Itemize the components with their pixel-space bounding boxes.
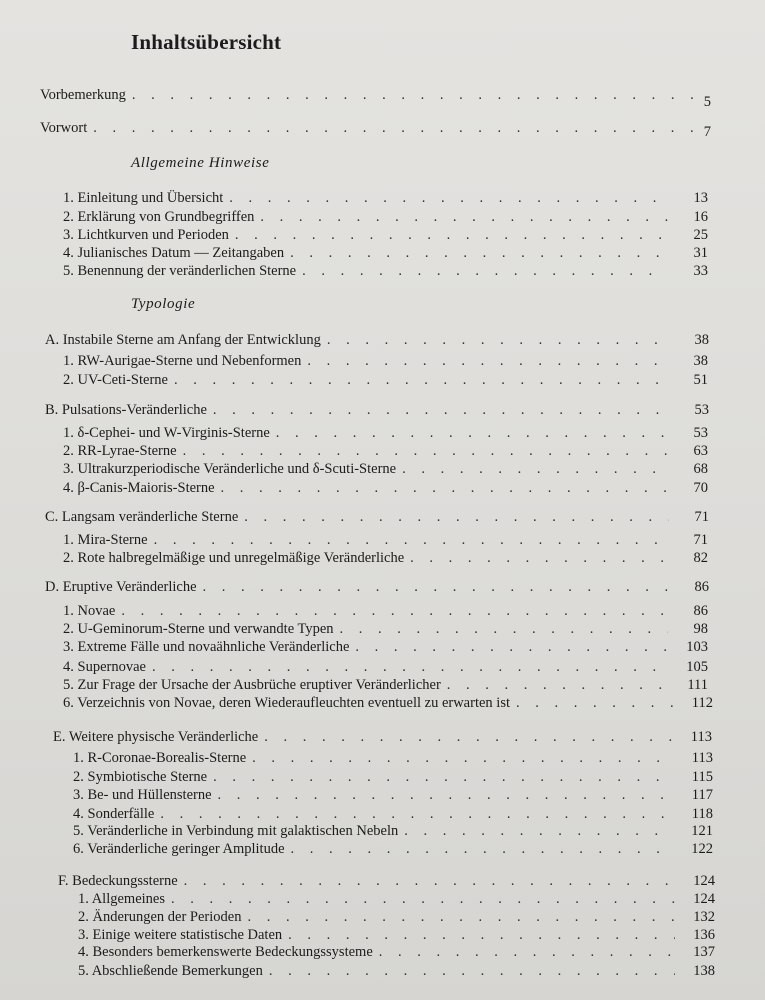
toc-page-number: 38 (694, 332, 709, 348)
toc-entry-label: 2. Rote halbregelmäßige und unregelmäßige Veränderliche (63, 550, 405, 566)
leader-dots (218, 786, 673, 804)
toc-page-number: 86 (693, 603, 708, 619)
page-title: Inhaltsübersicht (131, 30, 282, 54)
toc-entry-label: 4. Julianisches Datum — Zeitangaben (63, 245, 285, 261)
toc-group-heading-a (45, 329, 709, 349)
toc-entry (63, 369, 708, 389)
toc-page-number: 68 (693, 461, 708, 477)
toc-page-number: 124 (693, 873, 715, 889)
toc-entry (63, 422, 708, 442)
toc-entry-label: 2. RR-Lyrae-Sterne (63, 443, 177, 459)
toc-page-number: 53 (693, 425, 708, 441)
toc-page-number: 124 (693, 891, 715, 907)
leader-dots (213, 401, 669, 419)
leader-dots (410, 549, 668, 567)
toc-entry-label: 3. Be- und Hüllensterne (73, 787, 212, 803)
toc-entry (63, 618, 708, 638)
toc-entry-label: 1. Einleitung und Übersicht (63, 190, 224, 206)
leader-dots (132, 86, 706, 104)
toc-page-number: 137 (693, 944, 715, 960)
toc-page-number: 113 (690, 729, 712, 745)
toc-page-number: 122 (691, 841, 713, 857)
toc-group-heading-c (45, 506, 709, 526)
toc-page-number: 53 (694, 402, 709, 418)
toc-entry-label: 2. U-Geminorum-Sterne und verwandte Typen (63, 621, 334, 637)
toc-page-number: 111 (687, 677, 708, 693)
toc-entry (63, 529, 708, 549)
toc-entry-label: 3. Einige weitere statistische Daten (78, 927, 283, 943)
toc-entry (63, 547, 708, 567)
toc-entry-label: 4. β-Canis-Maioris-Sterne (63, 480, 215, 496)
toc-page-number: 25 (693, 227, 708, 243)
toc-entry-label: 3. Lichtkurven und Perioden (63, 227, 229, 243)
toc-page-number: 13 (693, 190, 708, 206)
leader-dots (174, 371, 668, 389)
toc-entry (63, 242, 708, 262)
toc-page-number: 71 (694, 509, 709, 525)
leader-dots (355, 638, 668, 656)
toc-entry (63, 260, 708, 280)
toc-entry (63, 636, 708, 656)
toc-entry (73, 838, 713, 858)
toc-group-heading-f (58, 870, 715, 890)
toc-page-number: 121 (691, 823, 713, 839)
toc-entry-label: 6. Veränderliche geringer Amplitude (73, 841, 285, 857)
leader-dots (291, 840, 673, 858)
toc-page-number: 138 (693, 963, 715, 979)
toc-entry-label: 1. R-Coronae-Borealis-Sterne (73, 750, 247, 766)
leader-dots (379, 943, 675, 961)
toc-entry-label: 2. Änderungen der Perioden (78, 909, 242, 925)
toc-page-number: 105 (686, 659, 708, 675)
toc-entry-label: F. Bedeckungssterne (58, 873, 178, 889)
toc-entry-label: A. Instabile Sterne am Anfang der Entwicklung (45, 332, 321, 348)
toc-entry-label: 4. Supernovae (63, 659, 146, 675)
toc-group-heading-b (45, 399, 709, 419)
toc-entry (73, 784, 713, 804)
toc-entry-label: 2. Symbiotische Sterne (73, 769, 208, 785)
toc-entry-vorbemerkung (40, 84, 712, 104)
toc-entry-label: 5. Zur Frage der Ursache der Ausbrüche eruptiver Veränderlicher (63, 677, 441, 693)
toc-page-number: 115 (691, 769, 713, 785)
toc-page-number: 82 (693, 550, 708, 566)
toc-page-number: 7 (703, 124, 711, 140)
leader-dots (269, 962, 675, 980)
toc-entry (73, 747, 713, 767)
toc-page-number: 136 (693, 927, 715, 943)
toc-entry-label: 4. Besonders bemerkenswerte Bedeckungssysteme (78, 944, 373, 960)
leader-dots (307, 352, 668, 370)
toc-page-number: 103 (686, 639, 708, 655)
section-heading-general: Allgemeine Hinweise (131, 155, 270, 171)
toc-entry (63, 224, 708, 244)
toc-page-number: 98 (693, 621, 708, 637)
toc-entry (63, 458, 708, 478)
toc-entry-label: 1. Allgemeines (78, 891, 165, 907)
toc-page-number: 112 (691, 695, 713, 711)
toc-page-number: 63 (693, 443, 708, 459)
toc-entry-label: E. Weitere physische Veränderliche (53, 729, 259, 745)
section-heading-typology: Typologie (131, 296, 196, 312)
leader-dots (93, 119, 706, 137)
toc-page-number: 86 (694, 579, 709, 595)
toc-page-number: 33 (693, 263, 708, 279)
toc-entry-vorwort (40, 117, 712, 137)
leader-dots (516, 694, 673, 712)
toc-entry-label: 3. Extreme Fälle und novaähnliche Veränderliche (63, 639, 350, 655)
leader-dots (252, 749, 673, 767)
toc-entry (63, 692, 713, 712)
toc-entry (78, 888, 715, 908)
toc-page-number: 117 (691, 787, 713, 803)
toc-entry (78, 941, 715, 961)
toc-entry (63, 187, 708, 207)
toc-entry-label: 1. Novae (63, 603, 116, 619)
toc-entry-label: B. Pulsations-Veränderliche (45, 402, 207, 418)
toc-entry-label: 1. Mira-Sterne (63, 532, 148, 548)
leader-dots (203, 578, 669, 596)
toc-page-number: 51 (693, 372, 708, 388)
toc-group-heading-d (45, 576, 709, 596)
leader-dots (327, 331, 669, 349)
toc-entry (63, 440, 708, 460)
toc-entry (63, 477, 708, 497)
toc-entry-label: 3. Ultrakurzperiodische Veränderliche und δ-Scuti-Sterne (63, 461, 397, 477)
toc-entry-label: 5. Benennung der veränderlichen Sterne (63, 263, 297, 279)
toc-entry-label: D. Eruptive Veränderliche (45, 579, 197, 595)
leader-dots (229, 189, 668, 207)
toc-entry-label: 5. Veränderliche in Verbindung mit galaktischen Nebeln (73, 823, 399, 839)
toc-page-number: 31 (693, 245, 708, 261)
toc-entry (63, 674, 708, 694)
toc-entry-label: 5. Abschließende Bemerkungen (78, 963, 263, 979)
leader-dots (221, 479, 668, 497)
toc-entry (78, 960, 715, 980)
leader-dots (402, 460, 668, 478)
toc-entry-label: 1. δ-Cephei- und W-Virginis-Sterne (63, 425, 270, 441)
leader-dots (302, 262, 668, 280)
toc-entry-label: 1. RW-Aurigae-Sterne und Nebenformen (63, 353, 302, 369)
toc-page-number: 113 (691, 750, 713, 766)
toc-page-number: 70 (693, 480, 708, 496)
toc-entry-label: Vorbemerkung (40, 87, 126, 103)
toc-page-number: 118 (691, 806, 713, 822)
toc-page-number: 16 (693, 209, 708, 225)
toc-entry-label: Vorwort (40, 120, 88, 136)
toc-entry-label: 2. Erklärung von Grundbegriffen (63, 209, 255, 225)
toc-entry (63, 350, 708, 370)
toc-entry-label: C. Langsam veränderliche Sterne (45, 509, 239, 525)
leader-dots (264, 728, 672, 746)
toc-entry (78, 906, 715, 926)
toc-entry (73, 766, 713, 786)
toc-entry (63, 206, 708, 226)
toc-page-number: 38 (693, 353, 708, 369)
toc-entry-label: 2. UV-Ceti-Sterne (63, 372, 168, 388)
toc-entry (63, 656, 708, 676)
toc-entry (73, 820, 713, 840)
toc-page-number: 132 (693, 909, 715, 925)
leader-dots (244, 508, 669, 526)
toc-page-number: 5 (703, 94, 711, 110)
toc-entry-label: 4. Sonderfälle (73, 806, 155, 822)
toc-page-number: 71 (693, 532, 708, 548)
toc-group-heading-e (53, 726, 712, 746)
toc-entry (63, 600, 708, 620)
toc-entry-label: 6. Verzeichnis von Novae, deren Wiederaufleuchten eventuell zu erwarten ist (63, 695, 510, 711)
